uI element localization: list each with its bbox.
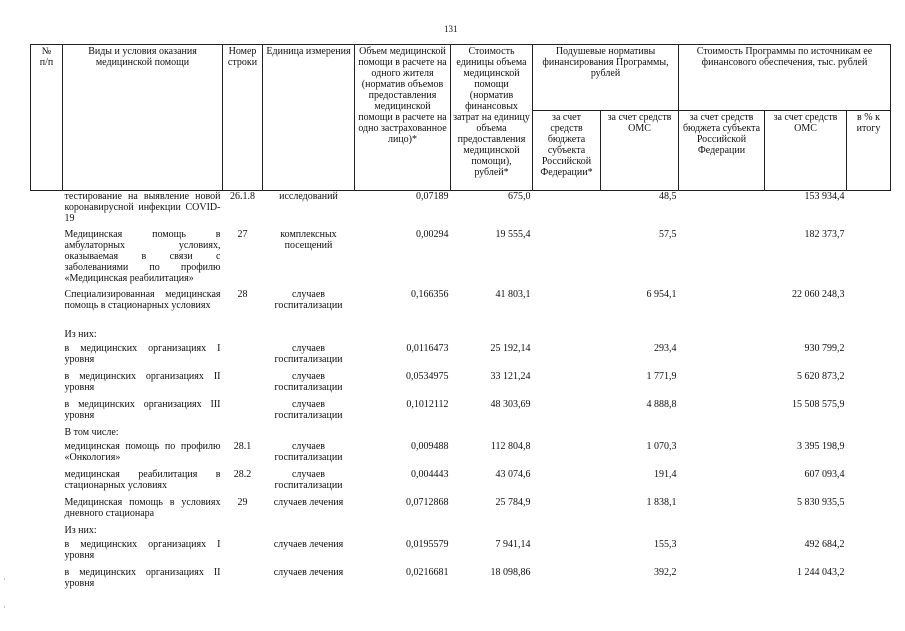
table-row [31, 567, 891, 595]
row-per-capita-oms: 392,2 [654, 566, 677, 578]
row-volume: 0,0116473 [406, 342, 449, 354]
row-unit [263, 525, 355, 539]
page-number: 131 [444, 24, 458, 34]
row-per-capita-budget [533, 371, 601, 399]
row-cost: 25 192,14 [490, 342, 531, 354]
row-program-oms: 15 508 575,9 [792, 398, 845, 410]
header-num: № п/п [31, 45, 63, 191]
row-program-oms: 5 830 935,5 [797, 496, 845, 508]
row-index-cell [31, 289, 63, 329]
row-volume [355, 525, 451, 539]
row-program-pct [847, 329, 891, 343]
header-program-pct: в % к итогу [847, 111, 891, 191]
row-program-budget [679, 567, 765, 595]
header-per-capita-budget: за счет средств бюджета субъекта Российской Федерации* [533, 111, 601, 191]
table-row [31, 371, 891, 399]
row-program-oms: 607 093,4 [804, 468, 845, 480]
row-unit: случаев лечения [273, 566, 344, 578]
row-per-capita-oms: 1 838,1 [646, 496, 677, 508]
row-unit: случаев госпитализации [274, 440, 343, 463]
row-index-cell [31, 441, 63, 469]
row-program-budget [679, 191, 765, 229]
row-unit: комплексных посещений [280, 228, 337, 251]
row-cost: 41 803,1 [495, 288, 531, 300]
row-cost [451, 329, 533, 343]
row-index-cell [31, 567, 63, 595]
row-program-budget [679, 469, 765, 497]
row-index-cell [31, 399, 63, 427]
row-cost: 18 098,86 [490, 566, 531, 578]
table-row [31, 343, 891, 371]
row-volume: 0,0195579 [406, 538, 449, 550]
row-cost: 7 941,14 [495, 538, 531, 550]
row-per-capita-budget [533, 539, 601, 567]
row-program-budget [679, 497, 765, 525]
header-program-budget: за счет средств бюджета субъекта Российской Федерации [679, 111, 765, 191]
header-program-oms: за счет средств ОМС [765, 111, 847, 191]
row-index-cell [31, 497, 63, 525]
row-per-capita-budget [533, 329, 601, 343]
row-name: в медицинских организациях I уровня [64, 538, 221, 561]
header-per-capita-oms: за счет средств ОМС [601, 111, 679, 191]
row-index-cell [31, 427, 63, 441]
table-row [31, 289, 891, 329]
table-row [31, 441, 891, 469]
row-program-pct [847, 525, 891, 539]
row-per-capita-budget [533, 343, 601, 371]
table-row [31, 427, 891, 441]
row-name: в медицинских организациях I уровня [64, 342, 221, 365]
row-program-pct [847, 371, 891, 399]
row-program-pct [847, 191, 891, 229]
row-number [223, 329, 263, 343]
program-cost-table [30, 44, 891, 595]
header-kind: Виды и условия оказания медицинской помощи [63, 45, 223, 191]
row-program-pct [847, 229, 891, 289]
row-name: в медицинских организациях III уровня [64, 398, 221, 421]
row-program-pct [847, 343, 891, 371]
header-unit: Единица измерения [263, 45, 355, 191]
row-program-oms: 182 373,7 [804, 228, 845, 240]
row-program-budget [679, 399, 765, 427]
row-cost: 112 804,8 [490, 440, 531, 452]
row-per-capita-oms [601, 525, 679, 539]
row-program-pct [847, 497, 891, 525]
row-index-cell [31, 191, 63, 229]
header-per-capita: Подушевые нормативы финансирования Программы, рублей [533, 45, 679, 111]
row-program-budget [679, 539, 765, 567]
margin-mark: · [3, 575, 6, 584]
row-name: Из них: [64, 524, 97, 536]
header-volume: Объем медицинской помощи в расчете на одного жителя (норматив объемов предоставления медицинской помощи в расчете на одно застрахованное лицо)* [355, 45, 451, 191]
row-unit: случаев лечения [273, 538, 344, 550]
header-program-cost: Стоимость Программы по источникам ее финансового обеспечения, тыс. рублей [679, 45, 891, 111]
row-program-oms: 3 395 198,9 [797, 440, 845, 452]
row-per-capita-oms: 155,3 [654, 538, 677, 550]
row-per-capita-budget [533, 441, 601, 469]
row-per-capita-budget [533, 427, 601, 441]
row-index-cell [31, 343, 63, 371]
row-unit: случаев госпитализации [274, 398, 343, 421]
row-unit: случаев госпитализации [274, 468, 343, 491]
table-row [31, 229, 891, 289]
row-per-capita-budget [533, 191, 601, 229]
row-index-cell [31, 229, 63, 289]
row-number: 28.2 [233, 468, 252, 480]
row-program-pct [847, 469, 891, 497]
row-volume [355, 427, 451, 441]
row-unit [263, 329, 355, 343]
row-index-cell [31, 525, 63, 539]
row-program-oms: 5 620 873,2 [797, 370, 845, 382]
row-name: Из них: [64, 328, 97, 340]
table-row [31, 329, 891, 343]
row-unit: случаев госпитализации [274, 370, 343, 393]
row-program-oms: 153 934,4 [804, 191, 845, 202]
header-cost: Стоимость единицы объема медицинской помощи (норматив финансовых затрат на единицу объема предоставления медицинской помощи), рублей* [451, 45, 533, 191]
table-row [31, 497, 891, 525]
table-row [31, 525, 891, 539]
row-per-capita-budget [533, 497, 601, 525]
row-per-capita-oms: 191,4 [654, 468, 677, 480]
row-unit: исследований [279, 191, 338, 202]
row-index-cell [31, 539, 63, 567]
row-volume: 0,07189 [416, 191, 449, 202]
row-name: В том числе: [64, 426, 119, 438]
row-cost: 675,0 [508, 191, 531, 202]
row-unit: случаев лечения [273, 496, 344, 508]
row-per-capita-oms: 48,5 [659, 191, 677, 202]
row-program-oms: 930 799,2 [804, 342, 845, 354]
row-program-oms: 1 244 043,2 [797, 566, 845, 578]
table-row [31, 469, 891, 497]
row-volume: 0,004443 [411, 468, 449, 480]
row-program-pct [847, 567, 891, 595]
row-per-capita-oms: 1 771,9 [646, 370, 677, 382]
row-per-capita-oms [601, 427, 679, 441]
row-name: Медицинская помощь в амбулаторных условиях, оказываемая в связи с заболеваниями по профилю «Медицинская реабилитация» [64, 228, 221, 284]
row-number [223, 399, 263, 427]
row-program-budget [679, 441, 765, 469]
row-index-cell [31, 469, 63, 497]
row-number: 26.1.8 [230, 191, 255, 202]
row-program-budget [679, 525, 765, 539]
row-cost: 33 121,24 [490, 370, 531, 382]
row-program-oms [765, 427, 847, 441]
row-number [223, 427, 263, 441]
row-name: Специализированная медицинская помощь в стационарных условиях [64, 288, 221, 311]
row-number [223, 371, 263, 399]
row-number: 27 [237, 228, 248, 240]
table-row [31, 399, 891, 427]
row-name: в медицинских организациях II уровня [64, 370, 221, 393]
row-per-capita-oms: 57,5 [659, 228, 677, 240]
row-number: 28 [237, 288, 248, 300]
row-program-oms: 22 060 248,3 [792, 288, 845, 300]
row-program-oms [765, 525, 847, 539]
row-number [223, 343, 263, 371]
row-cost: 25 784,9 [495, 496, 531, 508]
row-per-capita-budget [533, 289, 601, 329]
row-program-budget [679, 329, 765, 343]
row-per-capita-oms: 4 888,8 [646, 398, 677, 410]
row-volume: 0,166356 [411, 288, 449, 300]
row-per-capita-budget [533, 469, 601, 497]
row-per-capita-budget [533, 229, 601, 289]
row-program-pct [847, 441, 891, 469]
row-volume: 0,0712868 [406, 496, 449, 508]
row-program-oms: 492 684,2 [804, 538, 845, 550]
row-volume: 0,0534975 [406, 370, 449, 382]
row-unit [263, 427, 355, 441]
table-row [31, 191, 891, 229]
row-name: Медицинская помощь в условиях дневного стационара [64, 496, 221, 519]
row-number [223, 567, 263, 595]
table-row [31, 539, 891, 567]
row-program-budget [679, 371, 765, 399]
row-per-capita-oms: 1 070,3 [646, 440, 677, 452]
row-per-capita-oms [601, 329, 679, 343]
row-index-cell [31, 371, 63, 399]
row-name: тестирование на выявление новой коронавирусной инфекции COVID-19 [64, 191, 221, 224]
margin-mark: · [3, 603, 6, 612]
row-cost: 43 074,6 [495, 468, 531, 480]
row-per-capita-budget [533, 525, 601, 539]
row-program-budget [679, 229, 765, 289]
row-program-budget [679, 289, 765, 329]
row-unit: случаев госпитализации [274, 288, 343, 311]
header-row-no: Номер строки [223, 45, 263, 191]
row-cost: 19 555,4 [495, 228, 531, 240]
row-per-capita-budget [533, 399, 601, 427]
row-per-capita-budget [533, 567, 601, 595]
row-cost [451, 525, 533, 539]
row-program-pct [847, 427, 891, 441]
row-program-pct [847, 289, 891, 329]
row-per-capita-oms: 293,4 [654, 342, 677, 354]
row-cost [451, 427, 533, 441]
row-program-pct [847, 539, 891, 567]
row-name: в медицинских организациях II уровня [64, 566, 221, 589]
row-program-budget [679, 427, 765, 441]
row-program-oms [765, 329, 847, 343]
row-unit: случаев госпитализации [274, 342, 343, 365]
row-number [223, 539, 263, 567]
row-volume: 0,009488 [411, 440, 449, 452]
row-volume: 0,0216681 [406, 566, 449, 578]
row-program-pct [847, 399, 891, 427]
row-volume: 0,1012112 [406, 398, 449, 410]
row-number [223, 525, 263, 539]
row-name: медицинская помощь по профилю «Онкология» [64, 440, 221, 463]
row-index-cell [31, 329, 63, 343]
row-program-budget [679, 343, 765, 371]
row-number: 28.1 [233, 440, 252, 452]
row-volume [355, 329, 451, 343]
row-per-capita-oms: 6 954,1 [646, 288, 677, 300]
row-name: медицинская реабилитация в стационарных условиях [64, 468, 221, 491]
row-volume: 0,00294 [416, 228, 449, 240]
row-cost: 48 303,69 [490, 398, 531, 410]
row-number: 29 [237, 496, 248, 508]
